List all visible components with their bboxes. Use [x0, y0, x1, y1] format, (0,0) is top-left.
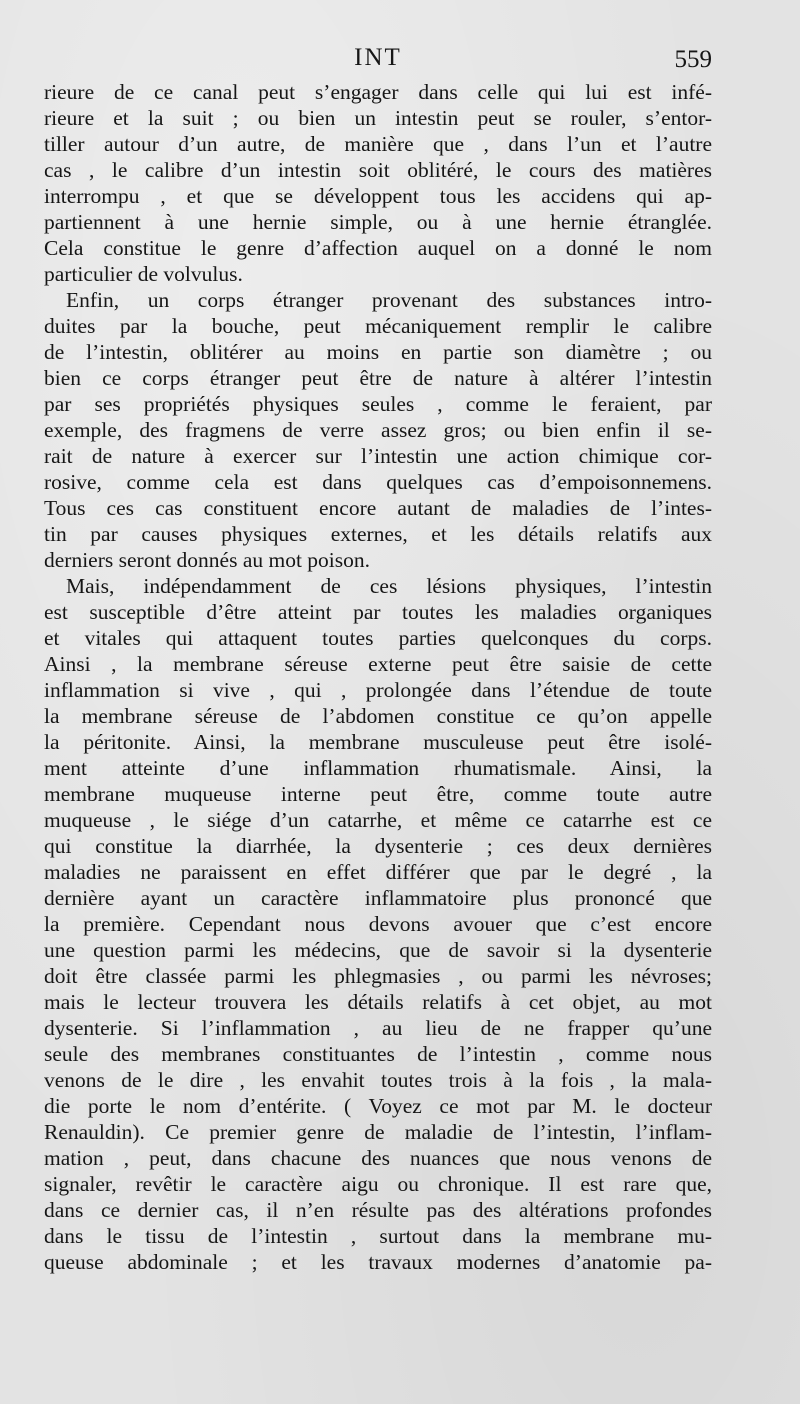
- text-line: rosive, comme cela est dans quelques cas d’empoisonnemens.: [44, 470, 712, 494]
- text-line: rieure de ce canal peut s’engager dans celle qui lui est infé-: [44, 80, 712, 104]
- text-line: dernière ayant un caractère inflammatoire plus prononcé que: [44, 886, 712, 910]
- text-line: signaler, revêtir le caractère aigu ou chronique. Il est rare que,: [44, 1172, 712, 1196]
- text-line: ment atteinte d’une inflammation rhumatismale. Ainsi, la: [44, 756, 712, 780]
- text-line: die porte le nom d’entérite. ( Voyez ce mot par M. le docteur: [44, 1094, 712, 1118]
- text-line: seule des membranes constituantes de l’intestin , comme nous: [44, 1042, 712, 1066]
- text-line: queuse abdominale ; et les travaux modernes d’anatomie pa-: [44, 1250, 712, 1274]
- text-line: mation , peut, dans chacune des nuances que nous venons de: [44, 1146, 712, 1170]
- text-line: est susceptible d’être atteint par toutes les maladies organiques: [44, 600, 712, 624]
- text-line: partiennent à une hernie simple, ou à une hernie étranglée.: [44, 210, 712, 234]
- text-line: bien ce corps étranger peut être de nature à altérer l’intestin: [44, 366, 712, 390]
- text-line: tiller autour d’un autre, de manière que , dans l’un et l’autre: [44, 132, 712, 156]
- text-line: qui constitue la diarrhée, la dysenterie ; ces deux dernières: [44, 834, 712, 858]
- paragraph-start-line: Mais, indépendamment de ces lésions physiques, l’intestin: [66, 574, 712, 598]
- text-line: interrompu , et que se développent tous les accidens qui ap-: [44, 184, 712, 208]
- text-line: rieure et la suit ; ou bien un intestin peut se rouler, s’entor-: [44, 106, 712, 130]
- text-line: de l’intestin, oblitérer au moins en partie son diamètre ; ou: [44, 340, 712, 364]
- text-line: dans ce dernier cas, il n’en résulte pas des altérations profondes: [44, 1198, 712, 1222]
- running-head-title: INT: [354, 44, 402, 71]
- text-line: la péritonite. Ainsi, la membrane musculeuse peut être isolé-: [44, 730, 712, 754]
- text-line: dysenterie. Si l’inflammation , au lieu de ne frapper qu’une: [44, 1016, 712, 1040]
- text-line: Ainsi , la membrane séreuse externe peut être saisie de cette: [44, 652, 712, 676]
- text-line: par ses propriétés physiques seules , comme le feraient, par: [44, 392, 712, 416]
- text-line: la première. Cependant nous devons avouer que c’est encore: [44, 912, 712, 936]
- text-line: une question parmi les médecins, que de savoir si la dysenterie: [44, 938, 712, 962]
- text-line: et vitales qui attaquent toutes parties quelconques du corps.: [44, 626, 712, 650]
- text-line: exemple, des fragmens de verre assez gros; ou bien enfin il se-: [44, 418, 712, 442]
- text-line: la membrane séreuse de l’abdomen constitue ce qu’on appelle: [44, 704, 712, 728]
- text-line: Cela constitue le genre d’affection auquel on a donné le nom: [44, 236, 712, 260]
- text-line: cas , le calibre d’un intestin soit oblitéré, le cours des matières: [44, 158, 712, 182]
- text-line: membrane muqueuse interne peut être, comme toute autre: [44, 782, 712, 806]
- text-line: derniers seront donnés au mot poison.: [44, 548, 371, 572]
- text-line: muqueuse , le siége d’un catarrhe, et même ce catarrhe est ce: [44, 808, 712, 832]
- page-number: 559: [674, 46, 712, 73]
- text-line: duites par la bouche, peut mécaniquement remplir le calibre: [44, 314, 712, 338]
- text-line: maladies ne paraissent en effet différer que par le degré , la: [44, 860, 712, 884]
- running-head: [44, 44, 712, 78]
- text-line: tin par causes physiques externes, et les détails relatifs aux: [44, 522, 712, 546]
- text-line: doit être classée parmi les phlegmasies , ou parmi les névroses;: [44, 964, 712, 988]
- text-line: mais le lecteur trouvera les détails relatifs à cet objet, au mot: [44, 990, 712, 1014]
- text-line: rait de nature à exercer sur l’intestin une action chimique cor-: [44, 444, 712, 468]
- paragraph-start-line: Enfin, un corps étranger provenant des substances intro-: [66, 288, 712, 312]
- text-line: particulier de volvulus.: [44, 262, 243, 286]
- body-text: [44, 79, 712, 1275]
- text-line: Renauldin). Ce premier genre de maladie de l’intestin, l’inflam-: [44, 1120, 712, 1144]
- text-line: dans le tissu de l’intestin , surtout dans la membrane mu-: [44, 1224, 712, 1248]
- text-line: Tous ces cas constituent encore autant de maladies de l’intes-: [44, 496, 712, 520]
- text-line: inflammation si vive , qui , prolongée dans l’étendue de toute: [44, 678, 712, 702]
- text-line: venons de le dire , les envahit toutes trois à la fois , la mala-: [44, 1068, 712, 1092]
